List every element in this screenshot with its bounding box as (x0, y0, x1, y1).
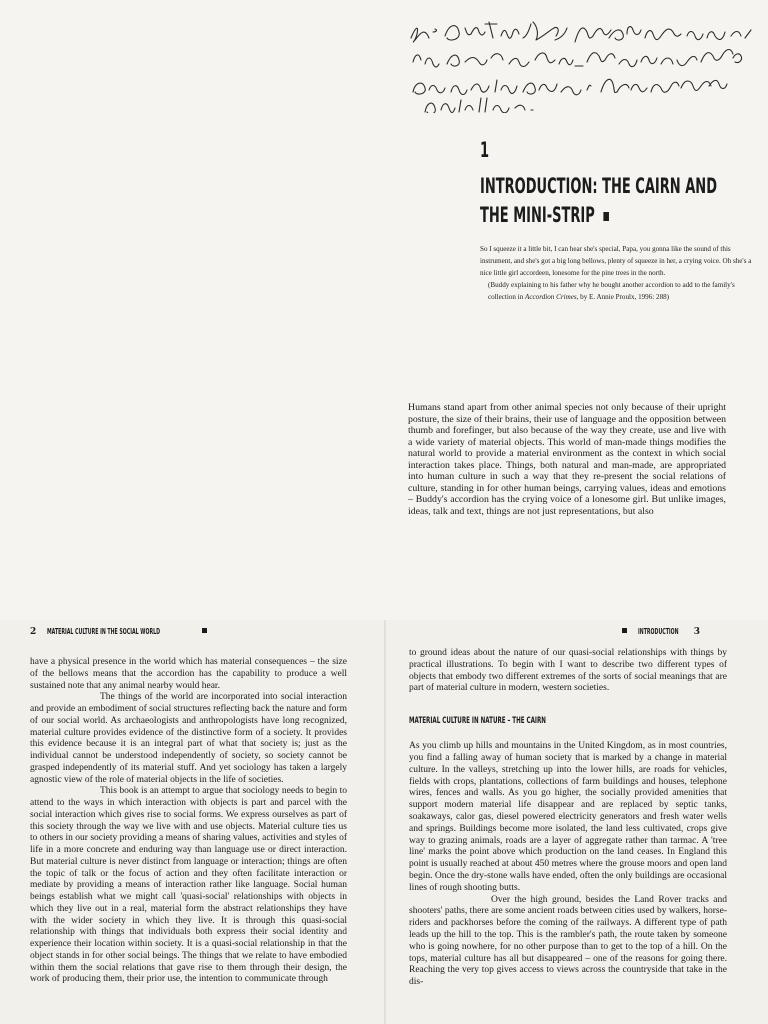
running-head-left-label: MATERIAL CULTURE IN THE SOCIAL WORLD (46, 627, 160, 636)
left-paragraph-1: have a physical presence in the world which has material consequences – the size of the bellows means that the accordion has the capability to produce a well sustained note that any animal nearby would hear. (30, 657, 347, 691)
epigraph-credit-start: (Buddy explaining to his father why he bought another accordion to add to the family's collection in (488, 281, 735, 302)
epigraph-credit-end: , by E. Annie Proulx, 1996: 288) (576, 293, 670, 302)
handwritten-citation-note (405, 8, 765, 113)
epigraph (480, 243, 762, 303)
square-bullet-icon (622, 628, 627, 633)
chapter-title-line-2 (480, 201, 717, 230)
section-heading: MATERIAL CULTURE IN NATURE – THE CAIRN (409, 716, 546, 727)
running-head-right-label: INTRODUCTION (637, 627, 679, 636)
epigraph-credit (480, 279, 762, 303)
chapter-title-line-1: INTRODUCTION: THE CAIRN AND (480, 174, 718, 198)
right-paragraph-3: Over the high ground, besides the Land Rover tracks and shooters' paths, there are some ancient roads between cities used by walkers, horse-riders and packhorses before the coming of the railways. A different type of path leads up the hill to the top. This is the rambler's path, the route taken by someone who is going nowhere, for no other purpose than to get to the top of a hill. On the tops, material culture has all but disappeared – one of the reasons for going there. Reaching the very top gives access to views across the countryside that take in the dis- (409, 894, 727, 988)
left-page-body (30, 657, 347, 986)
running-head-right (622, 627, 700, 637)
running-head-left (30, 627, 207, 637)
epigraph-quote: So I squeeze it a little bit, I can hear she's special, Papa, you gonna like the sound of this instrument, and she's got a big long bellows, plenty of squeeze in her, a crying voice. Oh she's a nice little girl accordeen, lonesome for the pine trees in the north. (480, 245, 752, 278)
intro-paragraph: Humans stand apart from other animal species not only because of their upright posture, the size of their brains, their use of language and the opposition between thumb and forefinger, but also because of the way they create, use and live with a wide variety of material objects. This world of man-made things modifies the natural world to provide a material environment as the context in which social interaction takes place. Things, both natural and man-made, are appropriated into human culture in such a way that they re-present the social relations of culture, standing in for other human beings, carrying values, ideas and emotions – Buddy's accordion has the crying voice of a lonesome girl. But unlike images, ideas, talk and text, things are not just representations, but also (408, 402, 726, 517)
left-paragraph-2: The things of the world are incorporated into social interaction and provide an embodiment of social structures reflecting back the nature and form of our social world. As archaeologists and anthropologists have long recognized, material culture provides evidence of the distinctive form of a society. It provides this evidence because it is an integral part of what that society is; just as the individual cannot be understood independently of society, so society cannot be grasped independently of its material stuff. And yet sociology has taken a largely agnostic view of the role of material objects in the life of societies. (30, 692, 347, 785)
handwriting-scribble (405, 8, 765, 113)
chapter-title (480, 172, 717, 230)
page-number-right: 3 (693, 627, 701, 637)
right-paragraph-2: As you climb up hills and mountains in the United Kingdom, as in most countries, you find a falling away of human society that is marked by a change in material culture. In the valleys, stretching up into the lower hills, are roads for vehicles, fields with crops, plantations, collections of farm buildings and houses, telephone wires, fences and walls. As you go higher, the socially provided amenities that support modern material life disappear and are replaced by septic tanks, soakaways, calor gas, diesel powered electricity generators and fresh water wells and springs. Buildings become more isolated, the land less cultivated, crops give way to grazing animals, roads are a layer of aggregate rather than tarmac. A 'tree line' marks the point above which production on the land ceases. In England this point is usually reached at about 450 metres where the grouse moors and open land begin. Once the dry-stone walls have ended, often the only buildings are occasional lines of rough shooting butts. (409, 741, 727, 893)
intro-body-text (408, 402, 726, 517)
right-page-body (409, 648, 727, 989)
chapter-number: 1 (480, 138, 490, 162)
right-paragraph-1: to ground ideas about the nature of our quasi-social relationships with things by practical illustrations. To begin with I want to describe two different types of objects that embody two different extremes of the sorts of social meanings that are part of material culture in modern, western societies. (409, 648, 727, 694)
epigraph-book-title: Accordion Crimes (525, 293, 577, 302)
square-bullet-icon (202, 628, 207, 633)
chapter-title-line-2-text: THE MINI-STRIP (480, 203, 595, 227)
square-bullet-icon (604, 212, 610, 221)
page-number-left: 2 (30, 627, 37, 637)
left-paragraph-3: This book is an attempt to argue that sociology needs to begin to attend to the ways in which interaction with objects is part and parcel with the social interaction which gives rise to social forms. We express ourselves as part of this society through the way we live with and use objects. Material culture ties us to others in our society providing a means of sharing values, activities and styles of life in a more concrete and enduring way than language use or direct interaction. But material culture is never distinct from language or interaction; things are often the topic of talk or the focus of action and they often facilitate interaction or mediate by providing a means of interaction rather like language. Social human beings establish what we might call 'quasi-social' relationships with objects in which they live out in a real, material form the abstract relationships they have with the wider society in which they live. It is through this quasi-social relationship with things that individuals both express their social identity and experience their location within society. It is a quasi-social relationship in that the object stands in for other social beings. The things that we relate to have embodied within them the social relations that gave rise to them through their design, the work of producing them, their prior use, the intention to communicate through (30, 786, 347, 985)
page-gutter (384, 620, 386, 1024)
